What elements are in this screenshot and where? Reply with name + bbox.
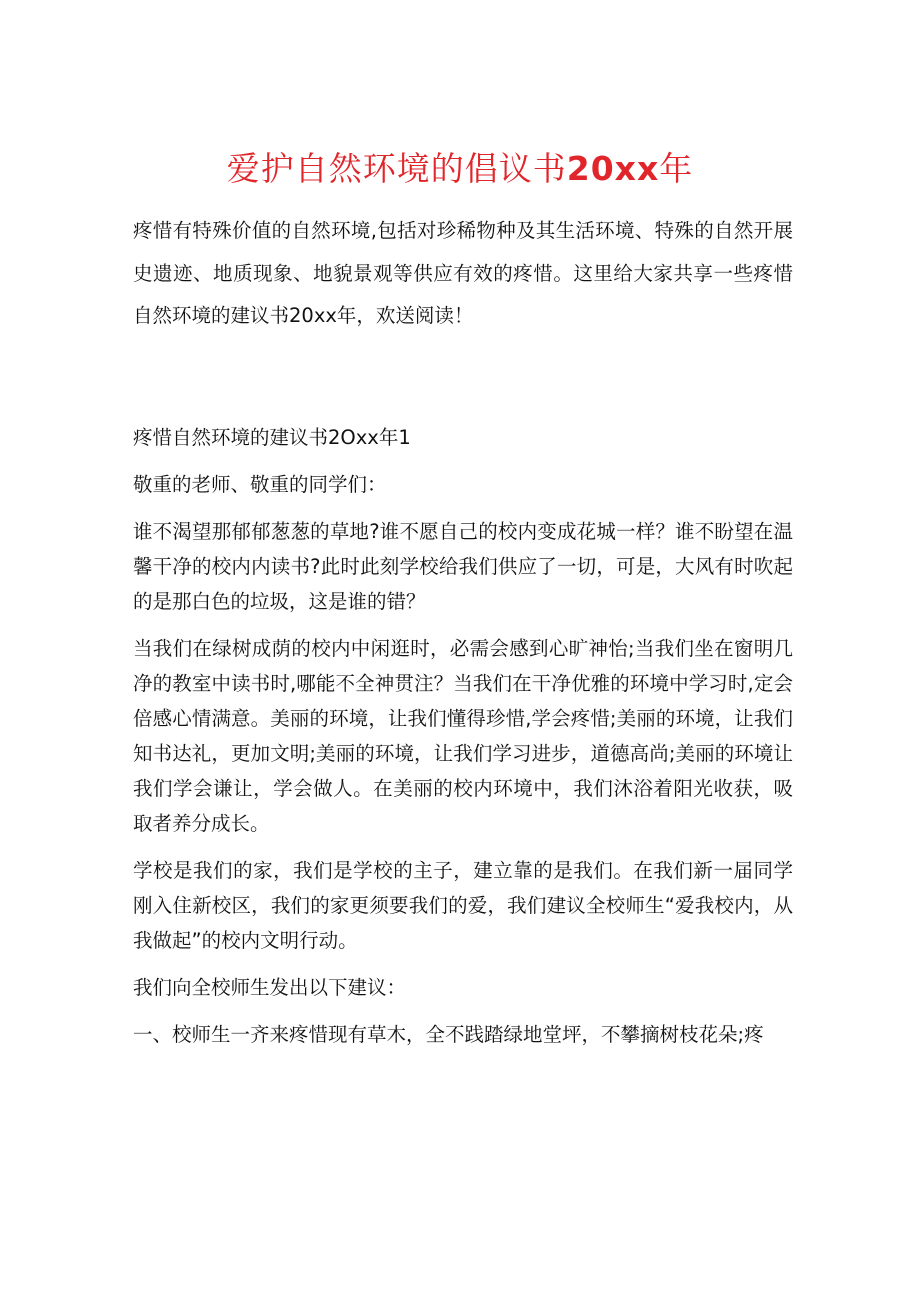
salutation: 敬重的老师、敬重的同学们： — [133, 473, 387, 496]
title-main: 爱护自然环境的倡议书 — [226, 149, 567, 188]
body-paragraph: 谁不渴望那郁郁葱葱的草地?谁不愿自己的校内变成花城一样？谁不盼望在温馨干净的校内内读书?此时此刻学校给我们供应了一切，可是，大风有时吹起的是那白色的垃圾，这是谁的错？ — [133, 520, 793, 613]
title-suffix: 年 — [659, 149, 694, 188]
section-heading: 疼惜自然环境的建议书2Oxx年1 — [133, 426, 411, 449]
body-paragraph: 学校是我们的家，我们是学校的主子，建立靠的是我们。在我们新一届同学刚入住新校区，我们的家更须要我们的爱，我们建议全校师生“爱我校内，从我做起”的校内文明行动。 — [133, 859, 793, 952]
title-year: 20xx — [566, 149, 660, 188]
body-paragraph: 我们向全校师生发出以下建议： — [133, 976, 407, 999]
document-title — [0, 146, 920, 192]
intro-paragraph: 疼惜有特殊价值的自然环境,包括对珍稀物种及其生活环境、特殊的自然开展史遗迹、地质现象、地貌景观等供应有效的疼惜。这里给大家共享一些疼惜自然环境的建议书20xx年，欢送阅读！ — [133, 219, 793, 327]
body-paragraph: 一、校师生一齐来疼惜现有草木，全不践踏绿地堂坪，不攀摘树枝花朵;疼 — [133, 1023, 764, 1046]
letter-body — [133, 420, 793, 1052]
intro-block — [133, 210, 793, 338]
body-paragraph: 当我们在绿树成荫的校内中闲逛时，必需会感到心旷神怡;当我们坐在窗明几净的教室中读书时,哪能不全神贯注？当我们在干净优雅的环境中学习时,定会倍感心情满意。美丽的环境，让我们懂得珍惜,学会疼惜;美丽的环境，让我们知书达礼，更加文明;美丽的环境，让我们学习进步，道德高尚;美丽的环境让我们学会谦让，学会做人。在美丽的校内环境中，我们沐浴着阳光收获，吸取者养分成长。 — [133, 637, 793, 835]
